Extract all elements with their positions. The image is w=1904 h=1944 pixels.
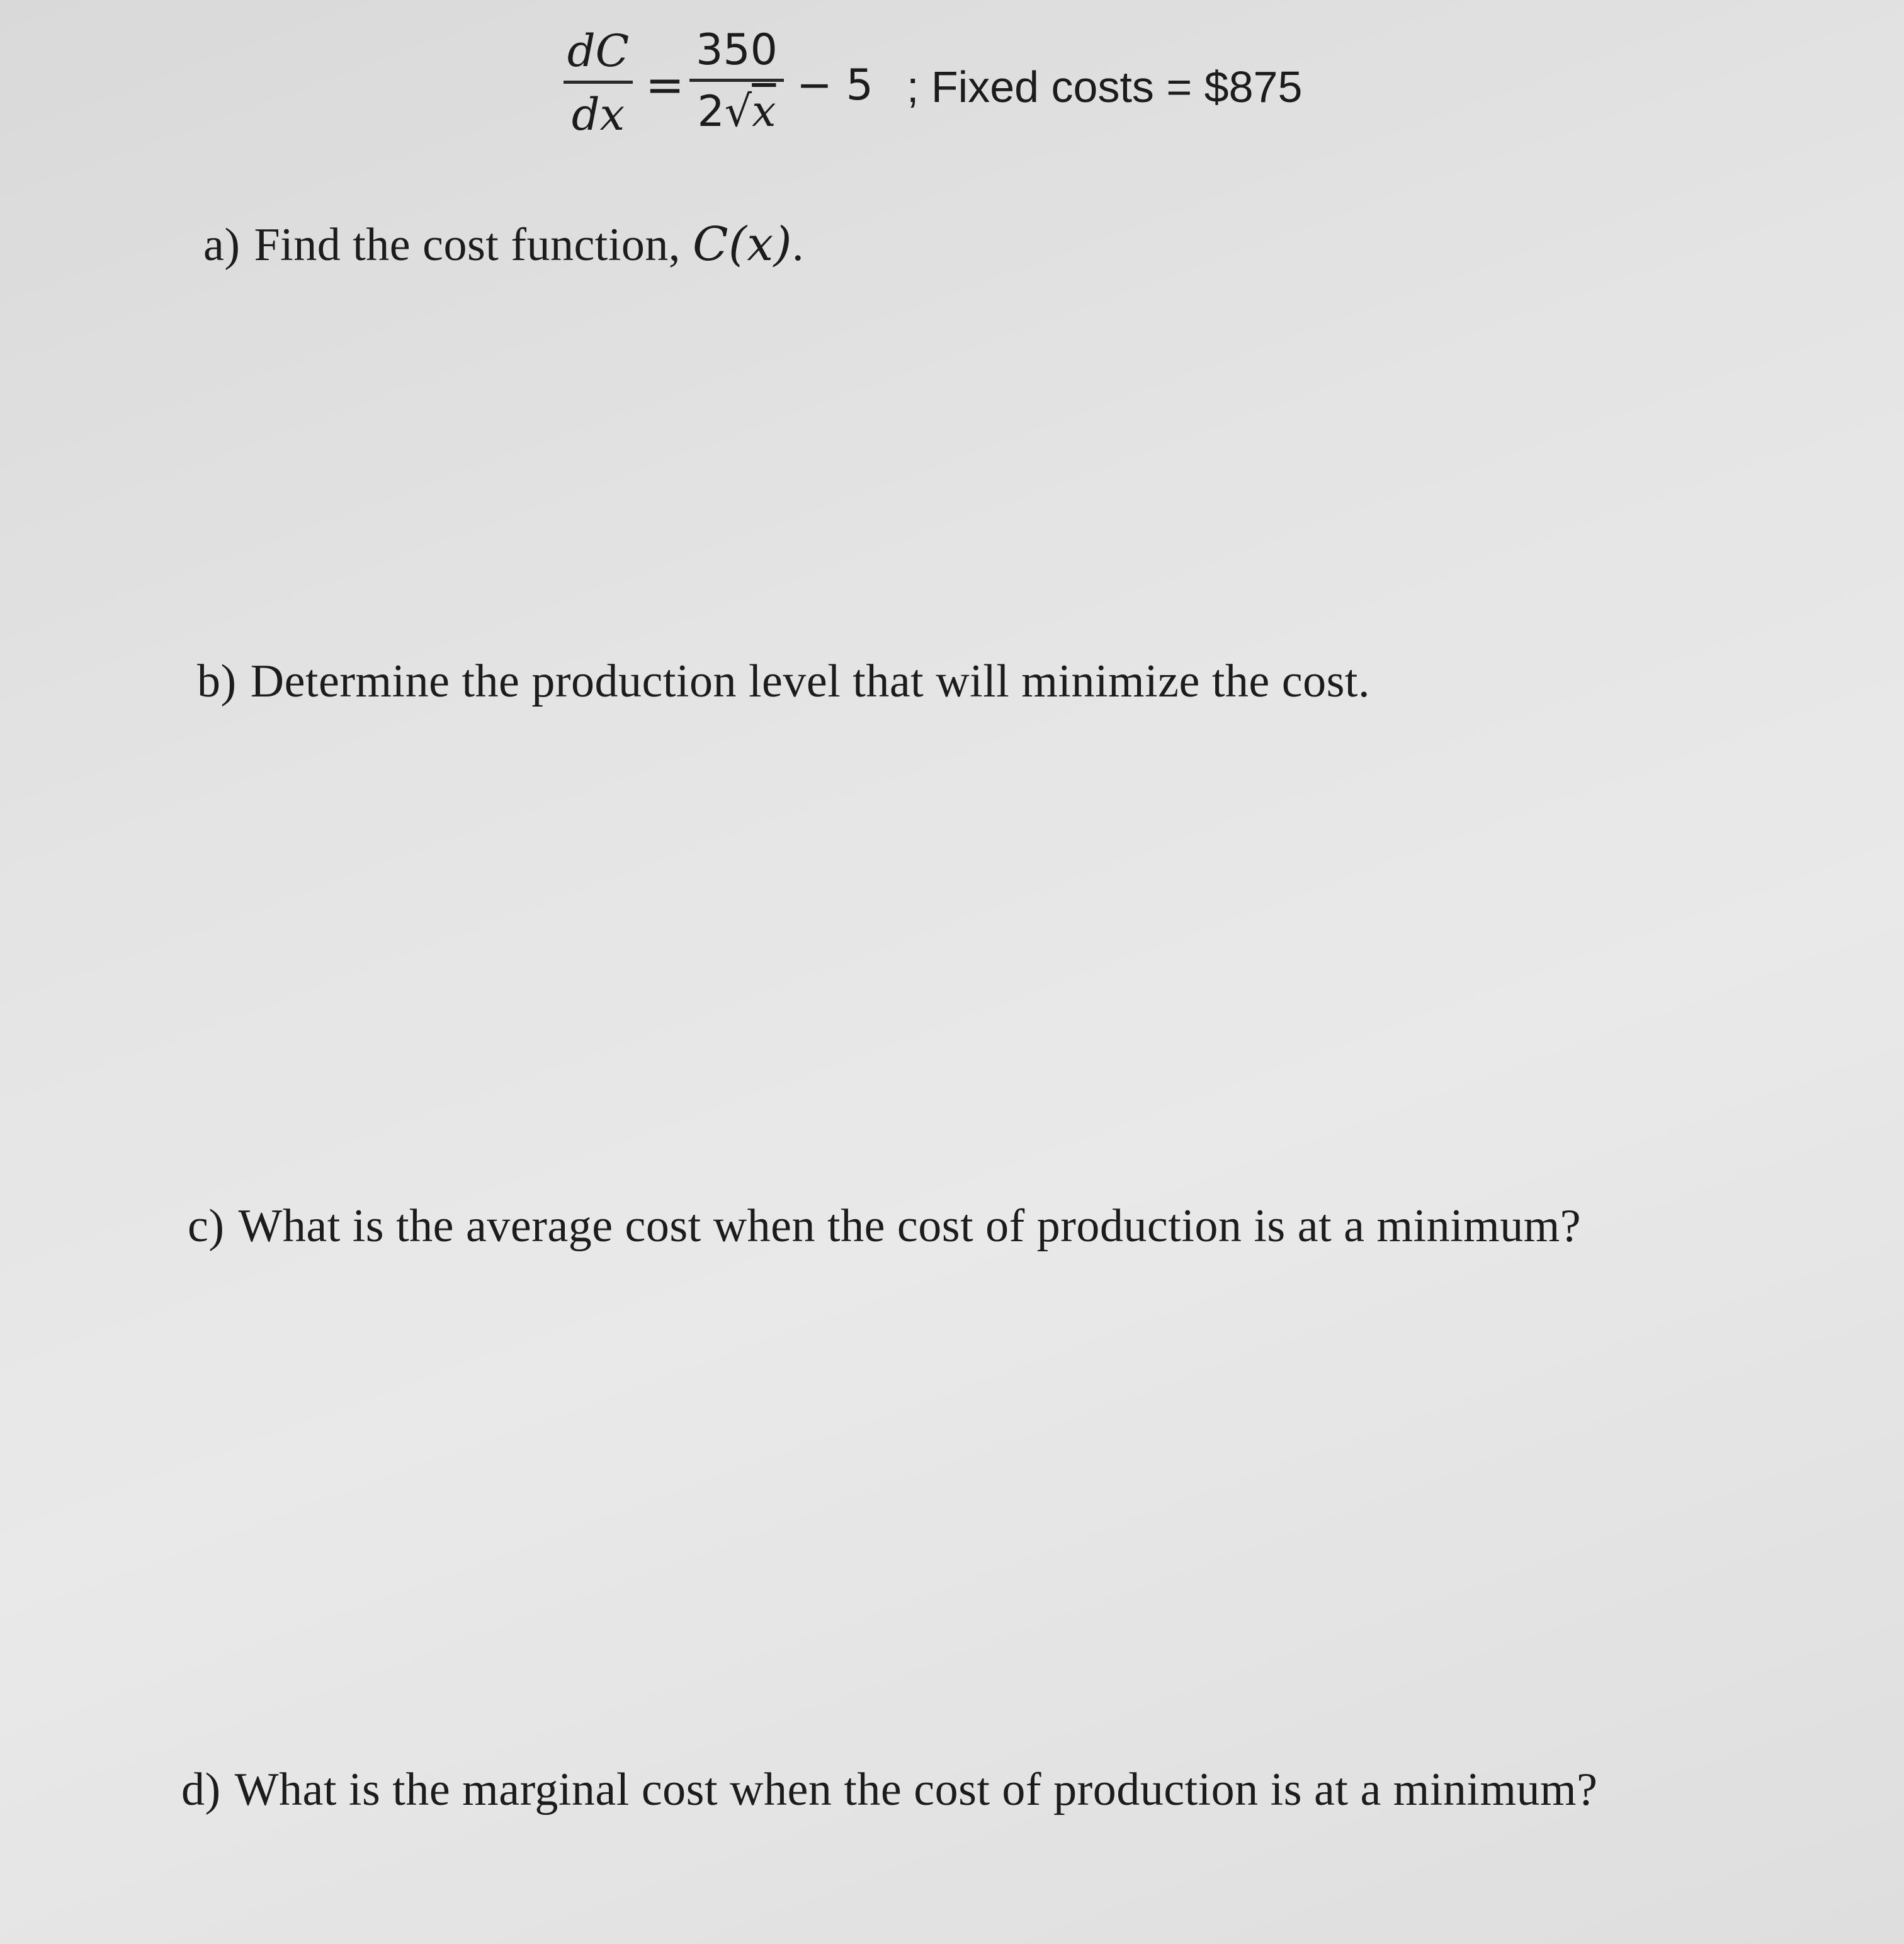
cost-function-math: C(x) <box>692 217 793 271</box>
question-label: d) <box>181 1764 221 1816</box>
question-text: Find the cost function, <box>254 219 693 271</box>
minus-term: − 5 <box>796 60 873 110</box>
question-text: Determine the production level that will minimize the cost. <box>250 656 1370 707</box>
question-label: c) <box>188 1200 225 1252</box>
fraction-bar <box>689 79 784 82</box>
question-label: a) <box>203 219 241 271</box>
rate-denominator <box>689 87 784 137</box>
question-tail: . <box>792 219 805 271</box>
derivative-fraction <box>564 25 633 140</box>
question-text: What is the marginal cost when the cost of production is at a minimum? <box>234 1764 1598 1816</box>
fixed-costs-note: ; Fixed costs = $875 <box>907 62 1303 111</box>
rate-numerator: 350 <box>696 25 778 75</box>
derivative-equation <box>564 25 1382 151</box>
question-text: What is the average cost when the cost of production is at a minimum? <box>238 1200 1582 1252</box>
derivative-numerator: dC <box>567 25 630 77</box>
question-c <box>188 1200 1581 1253</box>
equals-sign: = <box>645 58 685 112</box>
question-a <box>203 217 804 272</box>
rate-fraction <box>689 25 784 137</box>
fraction-bar <box>564 81 633 84</box>
question-d <box>181 1763 1597 1817</box>
rate-denominator-coefficient: 2√ <box>697 87 752 137</box>
question-label: b) <box>197 656 237 707</box>
derivative-denominator: dx <box>571 89 625 140</box>
question-b <box>197 655 1370 708</box>
rate-denominator-variable: x <box>752 87 776 137</box>
